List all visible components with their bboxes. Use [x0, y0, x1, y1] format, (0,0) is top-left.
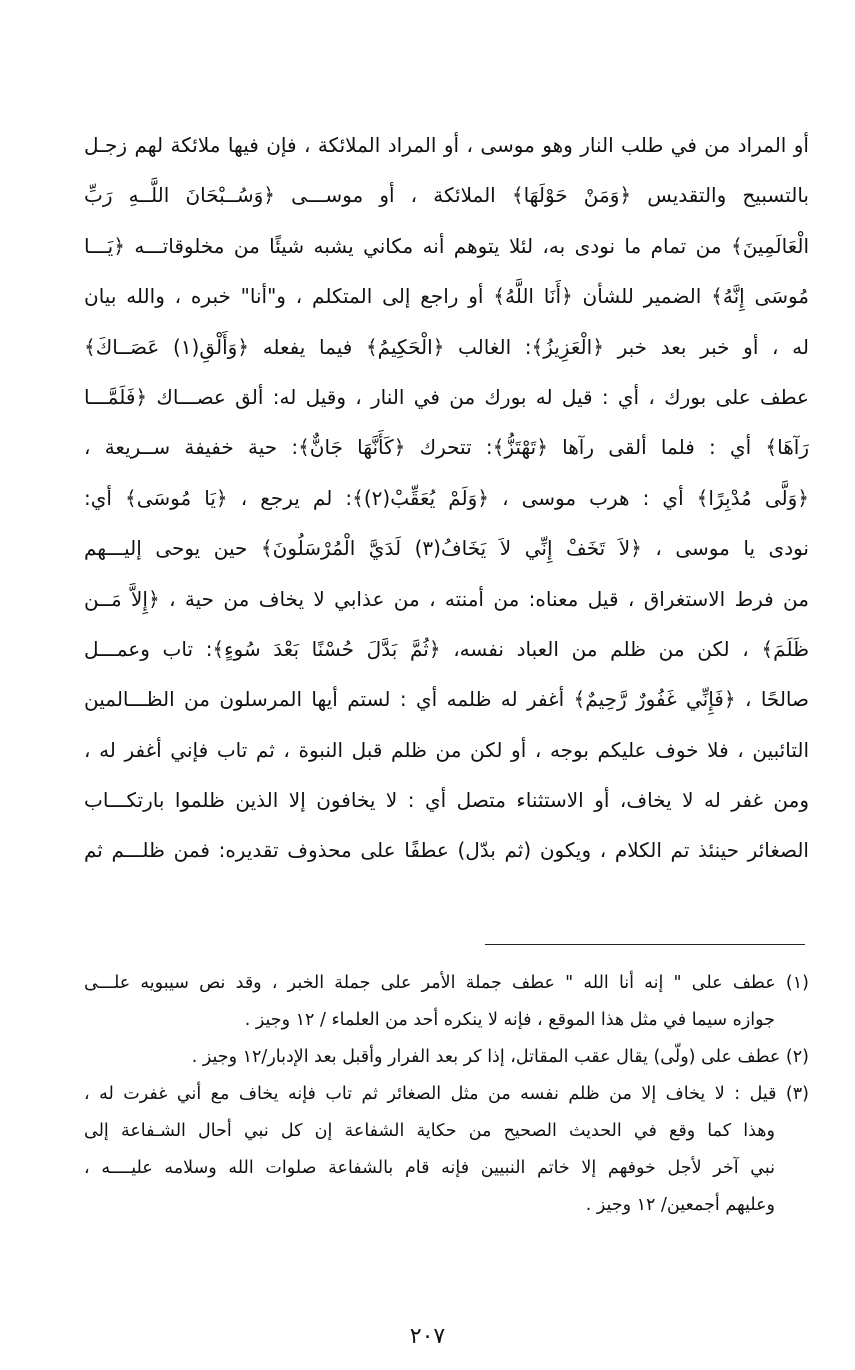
footnote-separator — [485, 944, 805, 945]
text-line: ظَلَمَ﴾ ، لكن من ظلم من العباد نفسه، ﴿ثُمَّ بَدَّلَ حُسْنًا بَعْدَ سُوءٍ﴾: تاب وعمـــل — [84, 636, 809, 661]
footnote-line: نبي آخر لأجل خوفهم إلا خاتم النبيين فإنه قام بالشفاعة صلوات الله وسلامه عليــــه ، — [84, 1158, 775, 1178]
text-line: ومن غفر له لا يخاف، أو الاستثناء متصل أي : لا يخافون إلا الذين ظلموا بارتكـــاب — [84, 788, 809, 813]
text-line: مُوسَى إِنَّهُ﴾ الضمير للشأن ﴿أَنَا اللَّهُ﴾ أو راجع إلى المتكلم ، و"أنا" خبره ، والله بيان — [84, 284, 809, 309]
text-line: عطف على بورك ، أي : قيل له بورك من في النار ، وقيل له: ألق عصـــاك ﴿فَلَمَّـــا — [84, 384, 809, 409]
footnote-line: (٣) قيل : لا يخاف إلا من ظلم نفسه من مثل الصغائر ثم تاب فإنه يخاف مع أني غفرت له ، — [84, 1084, 809, 1104]
text-line: صالحًا ، ﴿فَإِنِّي غَفُورٌ رَّحِيمٌ﴾ أغفر له ظلمه أي : لستم أيها المرسلون من الظـــالمين — [84, 687, 809, 712]
footnote-line: جوازه سيما في مثل هذا الموقع ، فإنه لا ينكره أحد من العلماء / ١٢ وجيز . — [244, 1010, 775, 1030]
footnote-line: (٢) عطف على (ولّى) يقال عقب المقاتل، إذا كر بعد الفرار وأقبل بعد الإدبار/١٢ وجيز . — [191, 1047, 809, 1067]
text-line: الصغائر حينئذ تم الكلام ، ويكون (ثم بدّل) عطفًا على محذوف تقديره: فمن ظلـــم ثم — [84, 838, 809, 863]
footnote-line: وعليهم أجمعين/ ١٢ وجيز . — [585, 1195, 775, 1215]
footnote-line: (١) عطف على " إنه أنا الله " عطف جملة الأمر على جملة الخبر ، وقد نص سيبويه علـــى — [84, 973, 809, 993]
page-number: ٢٠٧ — [409, 1324, 446, 1349]
main-text — [84, 120, 809, 876]
footnote-line: وهذا كما وقع في الحديث الصحيح من حكاية الشفاعة إن كل نبي أحال الشـفاعة إلى — [84, 1121, 775, 1141]
text-line: ﴿وَلَّى مُدْبِرًا﴾ أي : هرب موسى ، ﴿وَلَمْ يُعَقِّبْ(٢)﴾: لم يرجع ، ﴿يَا مُوسَى﴾ أي: — [84, 485, 809, 510]
text-line: نودى يا موسى ، ﴿لاَ تَخَفْ إِنِّي لاَ يَخَافُ(٣) لَدَيَّ الْمُرْسَلُونَ﴾ حين يوحى إليـــهم — [84, 536, 809, 561]
text-line: من فرط الاستغراق ، قيل معناه: من أمنته ، من عذابي لا يخاف من حية ، ﴿إِلاَّ مَــن — [84, 586, 809, 611]
text-line: الْعَالَمِينَ﴾ من تمام ما نودى به، لئلا يتوهم أنه مكاني يشبه شيئًا من مخلوقاتـــه ﴿يَـــا — [84, 233, 809, 258]
text-line: أو المراد من في طلب النار وهو موسى ، أو المراد الملائكة ، فإن فيها ملائكة لهم زجـل — [84, 133, 809, 157]
text-line: له ، أو خبر بعد خبر ﴿الْعَزِيزُ﴾: الغالب ﴿الْحَكِيمُ﴾ فيما يفعله ﴿وَأَلْقِ(١) عَصَــاكَ﴾ — [84, 334, 809, 359]
text-line: بالتسبيح والتقديس ﴿وَمَنْ حَوْلَهَا﴾ الملائكة ، أو موســـى ﴿وَسُــبْحَانَ اللَّــهِ رَبِّ — [84, 183, 809, 208]
footnotes — [84, 965, 809, 1224]
text-line: التائبين ، فلا خوف عليكم بوجه ، أو لكن من ظلم قبل النبوة ، ثم تاب فإني أغفر له ، — [84, 737, 809, 762]
text-line: رَآهَا﴾ أي : فلما ألقى رآها ﴿تَهْتَزُّ﴾: تتحرك ﴿كَأَنَّهَا جَانٌّ﴾: حية خفيفة ســريعة ، — [84, 435, 809, 460]
